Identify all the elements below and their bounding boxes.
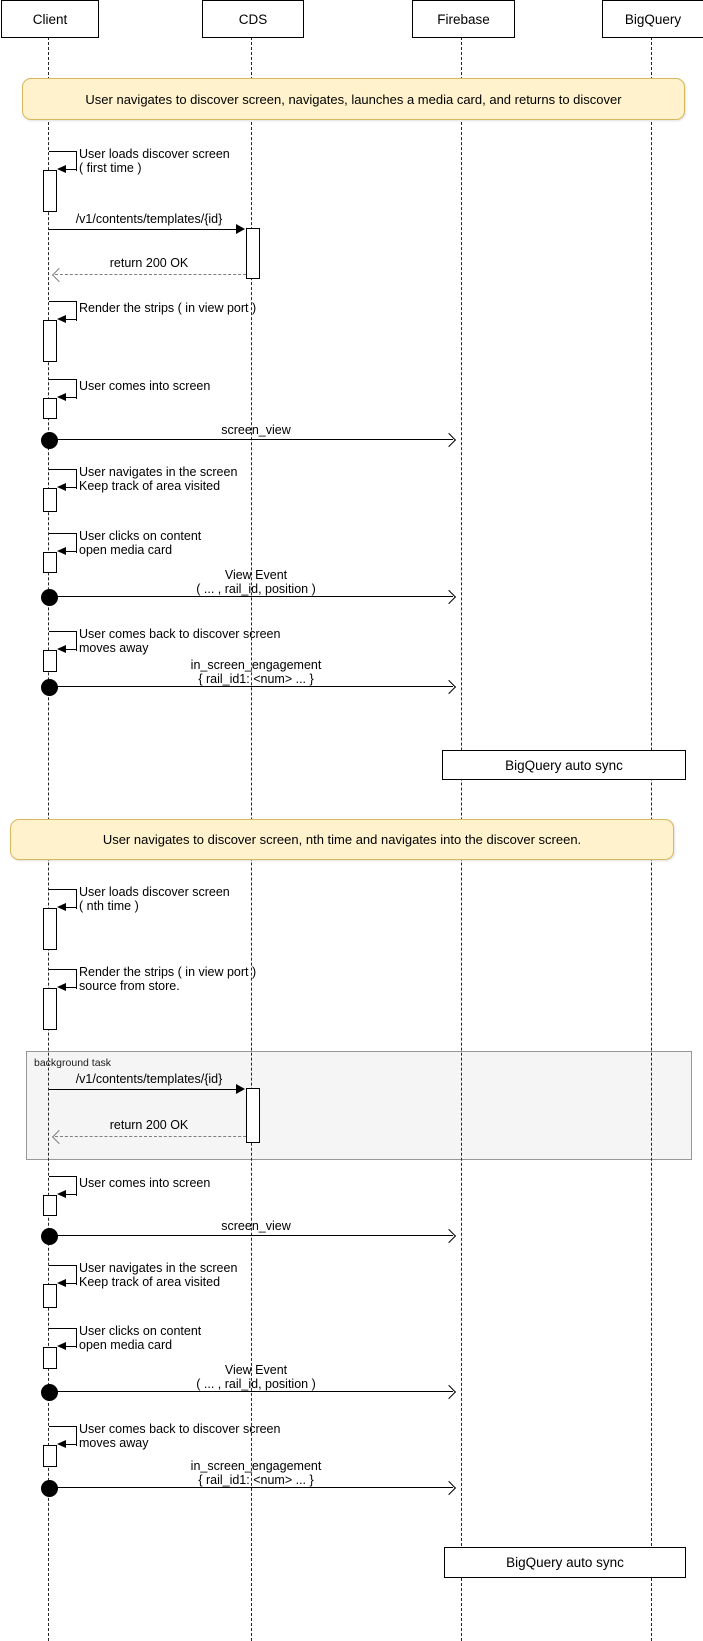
arrowhead-left-icon — [57, 1279, 66, 1287]
activation-bar-cds — [246, 1088, 260, 1143]
arrowhead-left-icon — [57, 1190, 66, 1198]
return-arrow — [55, 274, 246, 275]
self-message-text: User comes into screen — [79, 1176, 211, 1190]
activation-bar — [43, 320, 57, 362]
arrowhead-left-icon — [57, 903, 66, 911]
banner-section-1: User navigates to discover screen, navigates, launches a media card, and returns to discover — [22, 78, 685, 120]
message-arrow — [49, 596, 453, 597]
message-label: View Event ( ... , rail_id, position ) — [196, 568, 316, 596]
message-origin-dot-icon — [41, 679, 58, 696]
self-message-text: User clicks on content open media card — [79, 1324, 202, 1352]
message-label: View Event ( ... , rail_id, position ) — [196, 1363, 316, 1391]
message-origin-dot-icon — [41, 589, 58, 606]
arrowhead-left-icon — [57, 645, 66, 653]
message-arrow — [49, 1235, 453, 1236]
return-arrow — [55, 1136, 246, 1137]
message-arrow — [49, 1487, 453, 1488]
self-message-text: User clicks on content open media card — [79, 529, 202, 557]
activation-bar — [43, 1284, 57, 1308]
actor-cds: CDS — [202, 0, 304, 38]
self-message-text: User loads discover screen ( first time ) — [79, 147, 230, 175]
arrowhead-left-icon — [57, 547, 66, 555]
banner-section-2: User navigates to discover screen, nth time and navigates into the discover screen. — [10, 819, 674, 860]
bigquery-auto-sync-box: BigQuery auto sync — [442, 750, 686, 780]
message-label: in_screen_engagement { rail_id1: <num> ... } — [190, 658, 322, 686]
arrowhead-left-icon — [57, 483, 66, 491]
arrowhead-right-icon — [236, 224, 245, 234]
message-arrow — [49, 229, 236, 230]
arrowhead-open-right-icon — [442, 1385, 456, 1399]
self-message-text: User comes into screen — [79, 379, 211, 393]
activation-bar — [43, 552, 57, 573]
self-message-text: User navigates in the screen Keep track of area visited — [79, 1261, 238, 1289]
activation-bar — [43, 1445, 57, 1467]
activation-bar — [43, 1195, 57, 1216]
self-message-text: Render the strips ( in view port ) source from store. — [79, 965, 257, 993]
activation-bar — [43, 170, 57, 212]
actor-client: Client — [1, 0, 99, 38]
self-message-text: User comes back to discover screen moves away — [79, 1422, 281, 1450]
arrowhead-right-icon — [236, 1084, 245, 1094]
arrowhead-open-right-icon — [442, 1229, 456, 1243]
actor-bigquery: BigQuery — [602, 0, 703, 38]
arrowhead-open-right-icon — [442, 433, 456, 447]
activation-bar — [43, 908, 57, 950]
actor-firebase: Firebase — [412, 0, 515, 38]
arrowhead-left-icon — [57, 983, 66, 991]
message-arrow — [49, 1391, 453, 1392]
message-label: in_screen_engagement { rail_id1: <num> ... } — [190, 1459, 322, 1487]
arrowhead-open-right-icon — [442, 590, 456, 604]
self-message-text: User navigates in the screen Keep track of area visited — [79, 465, 238, 493]
message-origin-dot-icon — [41, 432, 58, 449]
message-arrow — [49, 439, 453, 440]
background-task-label: background task — [34, 1057, 112, 1069]
arrowhead-left-icon — [57, 393, 66, 401]
message-label: screen_view — [221, 423, 291, 437]
message-arrow — [49, 686, 453, 687]
message-origin-dot-icon — [41, 1480, 58, 1497]
bigquery-auto-sync-box: BigQuery auto sync — [444, 1547, 686, 1578]
arrowhead-open-right-icon — [442, 1481, 456, 1495]
arrowhead-left-icon — [57, 165, 66, 173]
activation-bar — [43, 398, 57, 419]
message-origin-dot-icon — [41, 1384, 58, 1401]
background-task-frame — [26, 1051, 692, 1160]
activation-bar — [43, 650, 57, 672]
message-origin-dot-icon — [41, 1228, 58, 1245]
activation-bar — [43, 1347, 57, 1369]
activation-bar — [43, 488, 57, 512]
message-label: return 200 OK — [109, 256, 189, 270]
activation-bar-cds — [246, 228, 260, 279]
message-label: /v1/contents/templates/{id} — [75, 1072, 223, 1086]
self-message-text: User comes back to discover screen moves away — [79, 627, 281, 655]
activation-bar — [43, 988, 57, 1030]
self-message-text: User loads discover screen ( nth time ) — [79, 885, 230, 913]
arrowhead-left-icon — [57, 1342, 66, 1350]
arrowhead-open-right-icon — [442, 680, 456, 694]
message-label: screen_view — [221, 1219, 291, 1233]
arrowhead-left-icon — [57, 315, 66, 323]
arrowhead-left-icon — [57, 1440, 66, 1448]
message-label: return 200 OK — [109, 1118, 189, 1132]
message-arrow — [49, 1089, 236, 1090]
self-message-text: Render the strips ( in view port ) — [79, 301, 257, 315]
message-label: /v1/contents/templates/{id} — [75, 212, 223, 226]
